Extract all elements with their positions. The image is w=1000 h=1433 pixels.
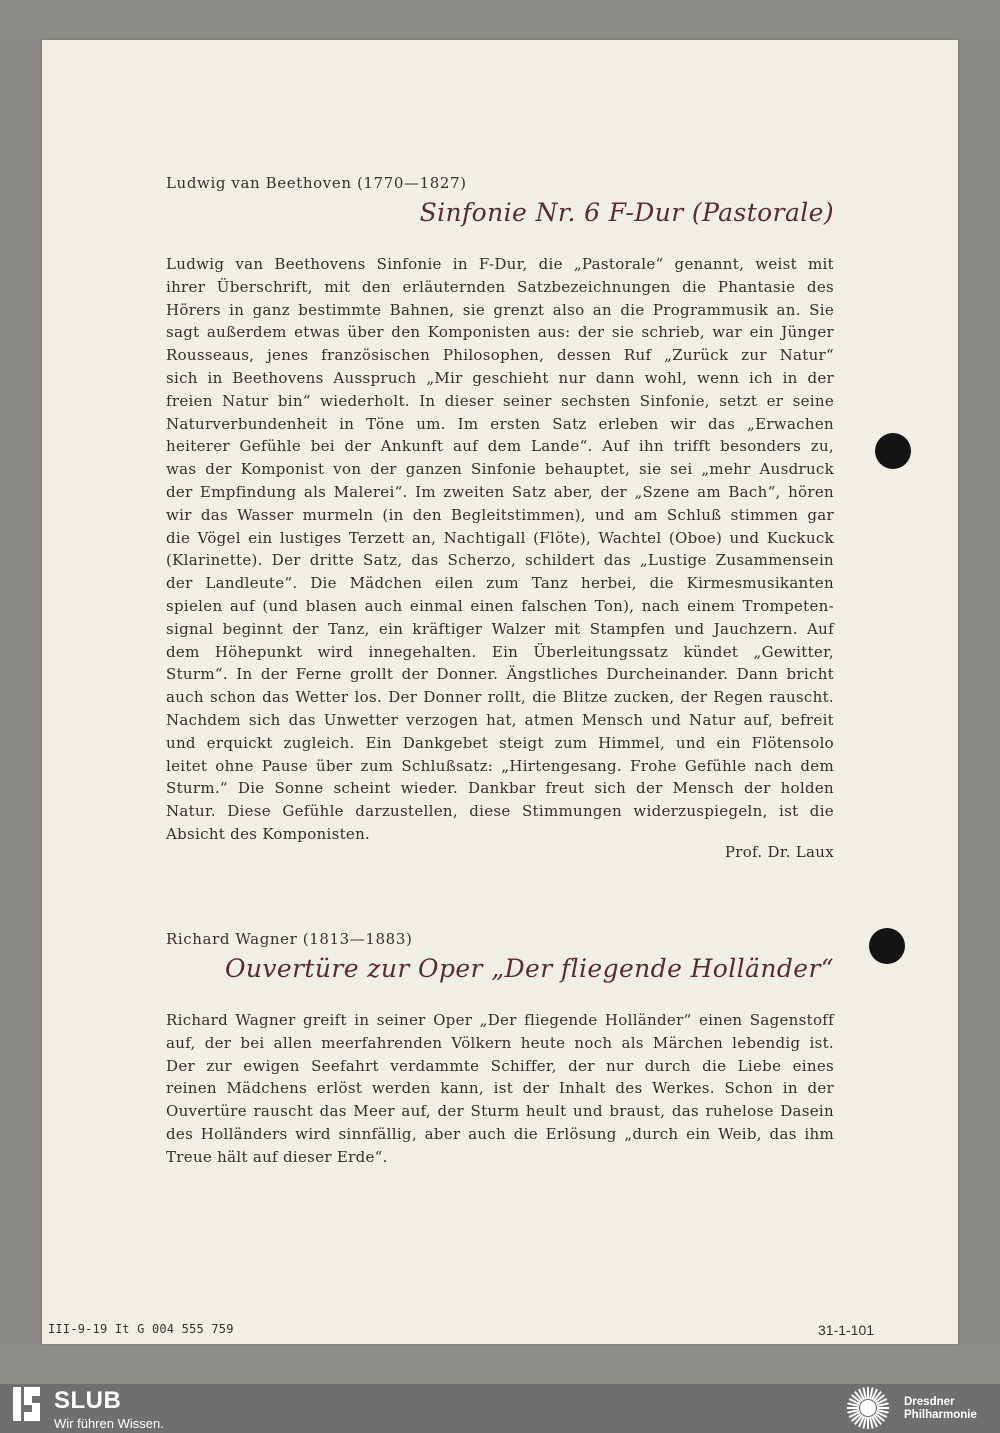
text-line: signal beginnt der Tanz, ein kräftiger Walzer mit Stampfen und Jauchzern. Auf <box>166 619 834 638</box>
text-line: Der zur ewigen Seefahrt verdammte Schiffer, der nur durch die Liebe eines <box>166 1056 834 1075</box>
document-code: 31-1-101 <box>818 1322 875 1338</box>
text-line: was der Komponist von der ganzen Sinfonie behauptet, sie sei „mehr Ausdruck <box>166 460 834 479</box>
slub-logo-icon <box>13 1387 43 1421</box>
program-note-text <box>166 253 834 846</box>
text-line: die Vögel ein lustiges Terzett an, Nachtigall (Flöte), Wachtel (Oboe) und Kuckuck <box>166 528 834 547</box>
text-line: ihrer Überschrift, mit den erläuternden Satzbezeichnungen die Phantasie des <box>166 277 834 296</box>
text-line: wir das Wasser murmeln (in den Begleitstimmen), und am Schluß stimmen gar <box>166 505 834 524</box>
text-line: Richard Wagner greift in seiner Oper „Der fliegende Holländer“ einen Sagenstoff <box>166 1011 834 1029</box>
text-line: freien Natur bin“ wiederholt. In dieser seiner sechsten Sinfonie, setzt er seine <box>166 391 834 410</box>
text-line: (Klarinette). Der dritte Satz, das Scherzo, schildert das „Lustige Zusammensein <box>166 551 834 570</box>
work-title: Ouvertüre zur Oper „Der fliegende Holländer“ <box>224 954 834 983</box>
composer-heading: Ludwig van Beethoven (1770—1827) <box>166 174 467 192</box>
text-line: Nachdem sich das Unwetter verzogen hat, atmen Mensch und Natur auf, befreit <box>166 710 834 729</box>
beethoven-section <box>166 174 834 861</box>
text-line: des Holländers wird sinnfällig, aber auch die Erlösung „durch ein Weib, das ihm <box>166 1124 834 1143</box>
text-line: Hörers in ganz bestimmte Bahnen, sie grenzt also an die Programmusik an. Sie <box>166 300 834 319</box>
text-line: der Empfindung als Malerei“. Im zweiten Satz aber, der „Szene am Bach“, hören <box>166 482 834 501</box>
program-note-text <box>166 1009 834 1169</box>
text-line: und erquickt zugleich. Ein Dankgebet steigt zum Himmel, und ein Flötensolo <box>166 733 834 752</box>
scan-background <box>0 0 1000 40</box>
philharmonie-name-line1: Dresdner <box>904 1396 955 1408</box>
philharmonie-name <box>904 1396 977 1422</box>
text-line: reinen Mädchens erlöst werden kann, ist der Inhalt des Werkes. Schon in der <box>166 1079 834 1098</box>
scan-background-bottom <box>0 1344 1000 1384</box>
text-line: sagt außerdem etwas über den Komponisten aus: der sie schrieb, war ein Jünger <box>166 323 834 342</box>
text-line: Ludwig van Beethovens Sinfonie in F-Dur, die „Pastorale“ genannt, weist mit <box>166 255 834 273</box>
text-line: Sturm.“ Die Sonne scheint wieder. Dankbar freut sich der Mensch der holden <box>166 779 834 798</box>
composer-heading: Richard Wagner (1813—1883) <box>166 930 413 948</box>
philharmonie-name-line2: Philharmonie <box>904 1409 977 1421</box>
slub-name: SLUB <box>54 1387 122 1414</box>
text-line: auch schon das Wetter los. Der Donner rollt, die Blitze zucken, der Regen rauscht. <box>166 688 834 707</box>
text-line: Natur. Diese Gefühle darzustellen, diese Stimmungen widerzuspiegeln, ist die <box>166 802 834 821</box>
text-line: Ouvertüre rauscht das Meer auf, der Sturm heult und braust, das ruhelose Dasein <box>166 1102 834 1121</box>
text-line: Sturm“. In der Ferne grollt der Donner. Ängstliches Durcheinander. Dann bricht <box>166 665 834 684</box>
text-line: Rousseaus, jenes französischen Philosophen, dessen Ruf „Zurück zur Natur“ <box>166 346 834 365</box>
work-title: Sinfonie Nr. 6 F-Dur (Pastorale) <box>419 198 834 227</box>
text-line: Naturverbundenheit in Töne um. Im ersten Satz erleben wir das „Erwachen <box>166 414 834 433</box>
text-line: leitet ohne Pause über zum Schlußsatz: „Hirtengesang. Frohe Gefühle nach dem <box>166 756 834 775</box>
wagner-section <box>166 930 834 1169</box>
text-line: heiterer Gefühle bei der Ankunft auf dem Lande“. Auf ihn trifft besonders zu, <box>166 437 834 456</box>
catalog-number: III-9-19 It G 004 555 759 <box>48 1322 234 1336</box>
author-credit: Prof. Dr. Laux <box>724 843 834 861</box>
text-line: dem Höhepunkt wird innegehalten. Ein Überleitungssatz kündet „Gewitter, <box>166 642 834 661</box>
text-line: spielen auf (und blasen auch einmal einen falschen Ton), nach einem Trompeten- <box>166 596 834 615</box>
text-line: der Landleute“. Die Mädchen eilen zum Tanz herbei, die Kirmesmusikanten <box>166 574 834 593</box>
punch-hole-bottom <box>869 928 905 964</box>
slub-tagline: Wir führen Wissen. <box>54 1416 164 1431</box>
punch-hole-top <box>875 433 911 469</box>
text-line: Absicht des Komponisten. <box>166 824 371 843</box>
text-line: auf, der bei allen meerfahrenden Völkern heute noch als Märchen lebendig ist. <box>166 1033 834 1052</box>
text-line: Treue hält auf dieser Erde“. <box>166 1147 388 1166</box>
philharmonie-logo-icon <box>842 1385 894 1431</box>
text-line: sich in Beethovens Ausspruch „Mir geschieht nur dann wohl, wenn ich in der <box>166 368 834 387</box>
